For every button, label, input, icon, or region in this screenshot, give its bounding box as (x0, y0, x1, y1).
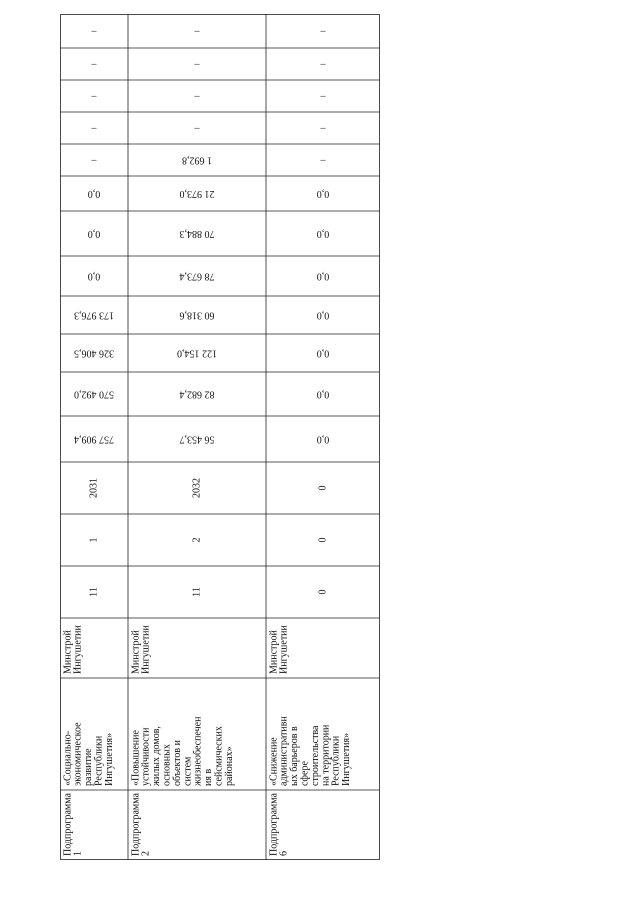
value-cell: 326 406,5 (74, 347, 114, 359)
value-cell: – (91, 25, 97, 37)
executor-cell: Минстрой (62, 630, 74, 674)
value-cell: 0,0 (87, 188, 101, 200)
subprogram-name-cell: Подпрограмма (268, 793, 280, 856)
subprogram-name-cell: Подпрограмма (130, 793, 142, 856)
value-cell: 0,0 (316, 309, 330, 321)
code-cell: 0 (317, 537, 329, 543)
value-cell: – (194, 25, 200, 37)
value-cell: 0,0 (316, 388, 330, 400)
code-cell: 11 (88, 587, 100, 597)
value-cell: – (320, 58, 326, 70)
value-cell: – (320, 90, 326, 102)
table-grid (60, 14, 380, 860)
value-cell: 21 973,0 (179, 188, 215, 200)
value-cell: 122 154,0 (177, 347, 217, 359)
value-cell: 0,0 (316, 347, 330, 359)
subprogram-title-cell: экономическое (72, 722, 84, 786)
code-cell: 2031 (88, 478, 100, 498)
subprogram-title-cell: жилых домов, (151, 726, 163, 786)
subprogram-name-cell: 6 (278, 851, 290, 856)
subprogram-title-cell: сфере (299, 761, 311, 786)
value-cell: 56 453,7 (179, 433, 215, 445)
subprogram-title-cell: «Повышение (130, 730, 142, 786)
subprogram-name-cell: 2 (140, 851, 152, 856)
value-cell: – (91, 154, 97, 166)
executor-cell: Ингушетии (140, 625, 152, 674)
subprogram-title-cell: Республики (93, 735, 105, 786)
executor-cell: Минстрой (268, 630, 280, 674)
subprogram-name-cell: Подпрограмма (62, 793, 74, 856)
value-cell: 60 318,6 (179, 309, 215, 321)
subprogram-title-cell: «Социально- (62, 730, 74, 786)
executor-cell: Минстрой (130, 630, 142, 674)
value-cell: 82 682,4 (179, 388, 215, 400)
value-cell: – (320, 25, 326, 37)
code-cell: 0 (317, 485, 329, 491)
subprogram-title-cell: Республики (330, 735, 342, 786)
executor-cell: Ингушетии (278, 625, 290, 674)
subprogram-name-cell: 1 (72, 851, 84, 856)
subprogram-title-cell: строительства (309, 725, 321, 786)
code-cell: 1 (88, 537, 100, 543)
subprogram-title-cell: «Снижение (268, 737, 280, 786)
value-cell: – (91, 90, 97, 102)
code-cell: 2 (191, 537, 203, 543)
value-cell: – (194, 122, 200, 134)
value-cell: 570 492,0 (74, 388, 114, 400)
value-cell: 757 909,4 (74, 433, 114, 445)
value-cell: – (320, 154, 326, 166)
code-cell: 2032 (191, 478, 203, 498)
subprogram-title-cell: систем (182, 756, 194, 786)
subprogram-title-cell: объектов и (171, 740, 183, 786)
rotated-budget-table (60, 14, 380, 860)
subprogram-title-cell: основных (161, 744, 173, 786)
subprogram-title-cell: жизнеобеспечен (192, 716, 204, 786)
subprogram-title-cell: развитие (83, 748, 95, 786)
executor-cell: Ингушетии (72, 625, 84, 674)
value-cell: 173 976,3 (74, 309, 114, 321)
value-cell: – (320, 122, 326, 134)
value-cell: 0,0 (87, 270, 101, 282)
subprogram-title-cell: районах» (223, 746, 235, 786)
value-cell: 78 673,4 (179, 270, 215, 282)
subprogram-title-cell: устойчивости (140, 727, 152, 786)
value-cell: 0,0 (316, 228, 330, 240)
value-cell: 70 884,3 (179, 228, 215, 240)
code-cell: 11 (191, 587, 203, 597)
subprogram-title-cell: ия в (203, 768, 215, 786)
subprogram-title-cell: Ингушетия» (103, 732, 115, 786)
value-cell: – (194, 90, 200, 102)
subprogram-title-cell: на территории (320, 724, 332, 786)
value-cell: – (194, 58, 200, 70)
subprogram-title-cell: Ингушетия» (341, 732, 353, 786)
value-cell: 0,0 (316, 433, 330, 445)
value-cell: – (91, 122, 97, 134)
subprogram-title-cell: сейсмических (213, 726, 225, 786)
value-cell: 0,0 (316, 270, 330, 282)
subprogram-title-cell: административн (278, 716, 290, 786)
code-cell: 0 (317, 589, 329, 595)
value-cell: 1 692,8 (182, 154, 212, 166)
subprogram-title-cell: ых барьеров в (289, 726, 301, 786)
value-cell: 0,0 (316, 188, 330, 200)
value-cell: 0,0 (87, 228, 101, 240)
value-cell: – (91, 58, 97, 70)
